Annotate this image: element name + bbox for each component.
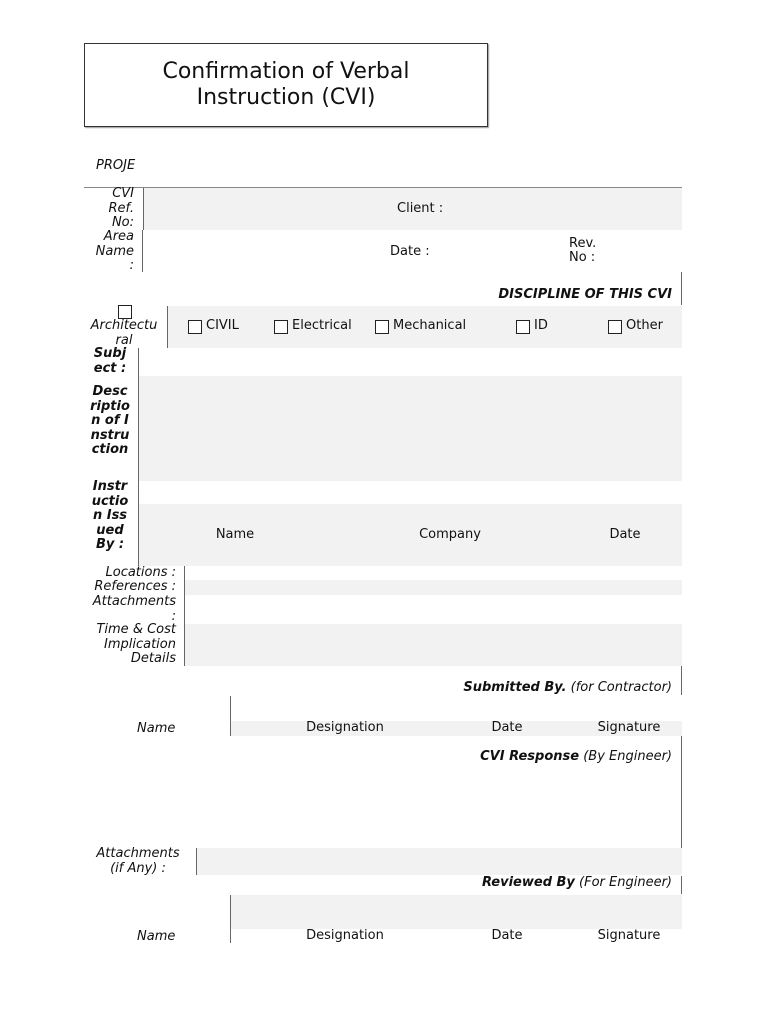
references-label: References : bbox=[94, 579, 176, 594]
cvi-ref-label: CVI Ref. No: bbox=[108, 186, 134, 230]
other-label: Other bbox=[626, 318, 663, 333]
submitted-heading bbox=[430, 681, 672, 695]
description-label: Description of Instruction bbox=[90, 384, 130, 457]
submitted-name-label: Name bbox=[137, 721, 176, 736]
response-field[interactable] bbox=[184, 768, 680, 846]
time-cost-label: Time & Cost Implication Details bbox=[96, 622, 176, 666]
reviewed-heading bbox=[430, 876, 672, 890]
locations-label: Locations : bbox=[105, 565, 176, 580]
date-label: Date : bbox=[390, 244, 430, 259]
electrical-checkbox[interactable] bbox=[274, 320, 288, 334]
discipline-heading: DISCIPLINE OF THIS CVI bbox=[498, 287, 672, 302]
reviewed-signature-field[interactable] bbox=[231, 895, 682, 929]
ref-divider bbox=[143, 188, 144, 230]
submitted-heading-note: (for Contractor) bbox=[570, 680, 672, 695]
discipline-divider bbox=[681, 272, 682, 305]
issued-company-header: Company bbox=[419, 527, 481, 542]
submitted-heading-bold: Submitted By. bbox=[463, 680, 567, 695]
project-label: PROJE bbox=[96, 158, 136, 173]
form-title: Confirmation of Verbal Instruction (CVI) bbox=[162, 59, 410, 110]
discipline-options-divider bbox=[167, 306, 168, 348]
response-heading-bold: CVI Response bbox=[480, 749, 580, 764]
civil-checkbox[interactable] bbox=[188, 320, 202, 334]
reviewed-signature-header: Signature bbox=[597, 928, 661, 943]
reviewed-heading-note: (For Engineer) bbox=[579, 875, 672, 890]
response-attachments-label: Attachments (if Any) : bbox=[96, 846, 180, 876]
time-cost-field[interactable] bbox=[185, 624, 682, 666]
response-right-rule bbox=[681, 736, 682, 848]
submitted-signature-header: Signature bbox=[597, 720, 661, 735]
architectural-checkbox[interactable] bbox=[118, 305, 132, 319]
client-label: Client : bbox=[397, 201, 444, 216]
architectural-label: Architectural bbox=[90, 318, 158, 348]
civil-label: CIVIL bbox=[206, 318, 239, 333]
submitted-right-rule bbox=[681, 666, 682, 695]
mechanical-checkbox[interactable] bbox=[375, 320, 389, 334]
response-attachments-divider bbox=[196, 848, 197, 875]
reviewed-name-label: Name bbox=[137, 929, 176, 944]
reviewed-date-header: Date bbox=[491, 928, 523, 943]
form-title-box bbox=[84, 43, 488, 127]
issued-by-label: Instruction Issued By : bbox=[91, 479, 129, 552]
issued-date-header: Date bbox=[609, 527, 641, 542]
submitted-date-header: Date bbox=[491, 720, 523, 735]
electrical-label: Electrical bbox=[292, 318, 352, 333]
reviewed-designation-header: Designation bbox=[306, 928, 384, 943]
subject-label: Subject : bbox=[93, 346, 127, 376]
reviewed-name-divider bbox=[230, 895, 231, 943]
references-field[interactable] bbox=[185, 580, 682, 595]
mechanical-label: Mechanical bbox=[393, 318, 467, 333]
response-heading-note: (By Engineer) bbox=[583, 749, 672, 764]
id-checkbox[interactable] bbox=[516, 320, 530, 334]
rev-no-label: Rev. No : bbox=[569, 236, 597, 265]
area-divider bbox=[142, 230, 143, 272]
id-label: ID bbox=[534, 318, 548, 333]
attachments-label: Attachments : bbox=[92, 594, 176, 624]
issued-name-header: Name bbox=[215, 527, 255, 542]
other-checkbox[interactable] bbox=[608, 320, 622, 334]
area-name-label: Area Name : bbox=[95, 229, 134, 273]
response-attachments-field[interactable] bbox=[197, 848, 682, 875]
submitted-designation-header: Designation bbox=[306, 720, 384, 735]
reviewed-right-rule bbox=[681, 876, 682, 894]
description-field[interactable] bbox=[139, 376, 682, 481]
reviewed-heading-bold: Reviewed By bbox=[481, 875, 575, 890]
response-heading bbox=[430, 750, 672, 764]
